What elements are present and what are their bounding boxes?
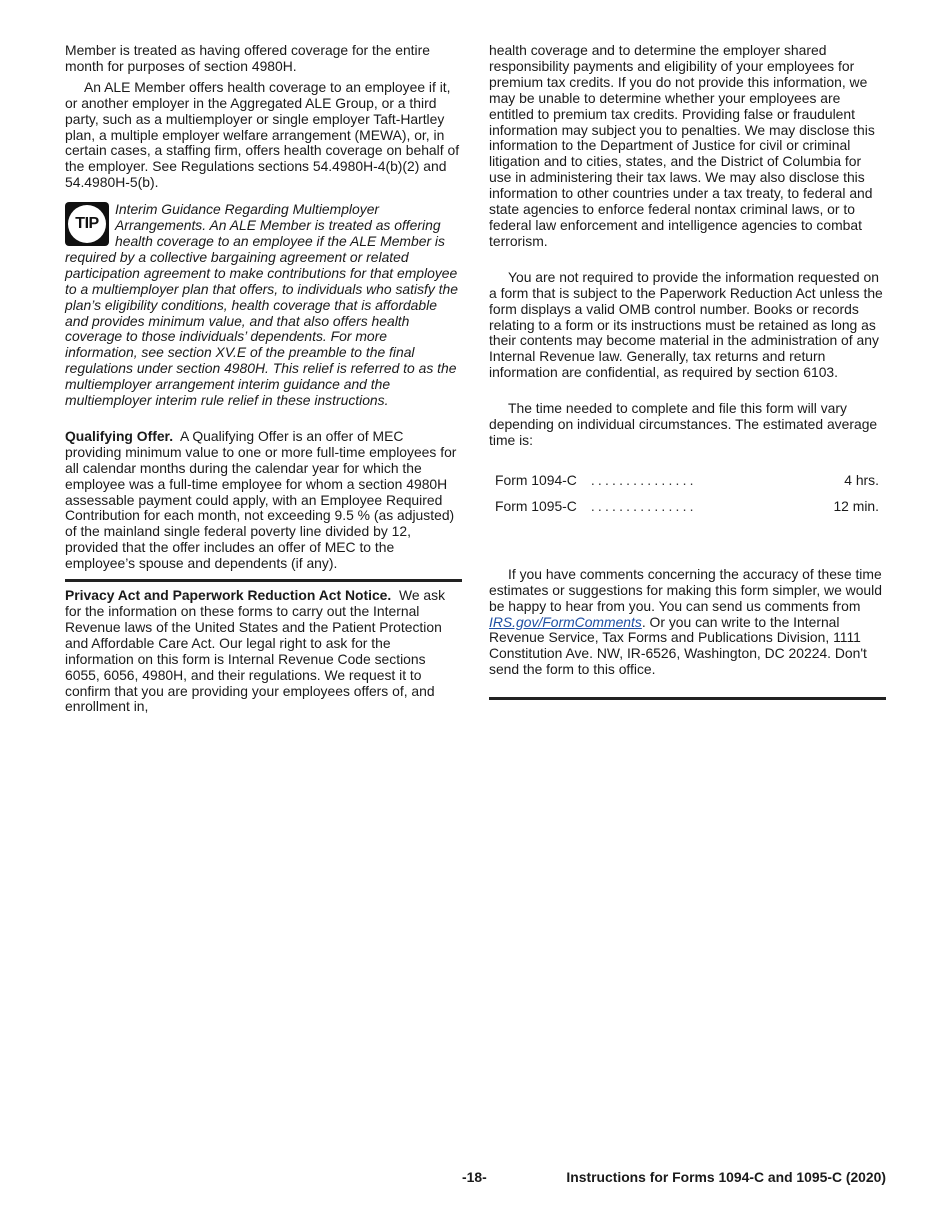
tip-label: TIP [68,205,106,243]
time-estimate-table [489,473,886,525]
privacy-act-paragraph [65,588,462,715]
form-name: Form 1094-C [495,471,577,488]
paragraph-privacy-continued: health coverage and to determine the employer shared responsibility payments and eligibility of your employees for premium tax credits. If you do not provide this information, we may be unable to determine whether your employees are entitled to premium tax credits. Providing false or fraudulent information may subject you to penalties. We may disclose this information to the Department of Justice for civil or criminal litigation and to cities, states, and the District of Columbia for use in administering their tax laws. We may also disclose this information to other countries under a tax treaty, to federal and state agencies to enforce federal nontax criminal laws, or to federal law enforcement and intelligence agencies to combat terrorism. [489,42,875,249]
time-row-1094c [495,473,879,499]
time-value: 12 min. [833,497,879,514]
tip-text: Interim Guidance Regarding Multiemployer Arrangements. An ALE Member is treated as offering health coverage to an employee if the ALE Member is required by a collective bargaining agreement or related participation agreement to make contributions for that employee to a multiemployer plan that offers, to individuals who satisfy the plan’s eligibility conditions, health coverage that is affordable and provides minimum value, and that also offers health coverage to those individuals’ dependents. For more information, see section XV.E of the preamble to the final regulations under section 4980H. This relief is referred to as the multiemployer arrangement interim guidance and the multiemployer interim rule relief in these instructions. [65,201,458,409]
paragraph-coverage-month: Member is treated as having offered coverage for the entire month for purposes of section 4980H. [65,42,430,74]
dot-leader: ............... [590,497,697,514]
tip-icon [65,202,109,246]
comments-text-start: If you have comments concerning the accuracy of these time estimates or suggestions for making this form simpler, we would be happy to hear from you. You can send us comments from [489,565,882,614]
end-divider [489,697,886,700]
paragraph-ale-offers-coverage: An ALE Member offers health coverage to an employee if it, or another employer in the Aggregated ALE Group, or a third party, such as a multiemployer or single employer Taft-Hartley plan, a multiple employer welfare arrangement (MEWA), or, in certain cases, a staffing firm, offers health coverage on behalf of the employer. See Regulations sections 54.4980H-4(b)(2) and 54.4980H-5(b). [65,78,460,191]
paragraph-time-estimate: The time needed to complete and file this form will vary depending on individual circumstances. The estimated average time is: [489,400,878,448]
page-number: -18- [462,1169,487,1185]
right-column [489,43,886,700]
section-divider [65,579,462,582]
dot-leader: ............... [590,471,697,488]
comments-text-end: . Or you can write to the Internal Revenue Service, Tax Forms and Publications Division, 1111 Constitution Ave. NW, IR-6526, Washington, DC 20224. Don't send the form to this office. [489,613,867,678]
form-comments-link[interactable]: IRS.gov/FormComments [489,613,642,630]
qualifying-offer-text: A Qualifying Offer is an offer of MEC providing minimum value to one or more full-time employees for all calendar months during the calendar year for which the employee was a full-time employee for whom a section 4980H assessable payment could apply, with an Employee Required Contribution for each month, not exceeding 9.5 % (as adjusted) of the mainland single federal poverty line divided by 12, provided that the offer includes an offer of MEC to the employee’s spouse and dependents (if any). [65,427,457,572]
time-row-1095c [495,499,879,525]
qualifying-offer-heading: Qualifying Offer. [65,427,174,444]
document-title: Instructions for Forms 1094-C and 1095-C (2020) [566,1169,886,1185]
qualifying-offer-paragraph [65,429,462,572]
paragraph-comments [489,567,886,678]
time-value: 4 hrs. [844,471,879,488]
privacy-act-text: We ask for the information on these forms to carry out the Internal Revenue laws of the United States and the Patient Protection and Affordable Care Act. Our legal right to ask for the information on this form is Internal Revenue Code sections 6055, 6056, 4980H, and their regulations. We request it to confirm that you are providing your employees offers of, and enrollment in, [65,587,446,715]
form-name: Form 1095-C [495,497,577,514]
paragraph-paperwork-reduction: You are not required to provide the information requested on a form that is subject to the Paperwork Reduction Act unless the form displays a valid OMB control number. Books or records relating to a form or its instructions must be retained as long as their contents may become material in the administration of any Internal Revenue law. Generally, tax returns and return information are confidential, as required by section 6103. [489,268,883,381]
left-column [65,43,462,715]
tip-note [65,202,462,409]
privacy-act-heading: Privacy Act and Paperwork Reduction Act Notice. [65,587,392,604]
